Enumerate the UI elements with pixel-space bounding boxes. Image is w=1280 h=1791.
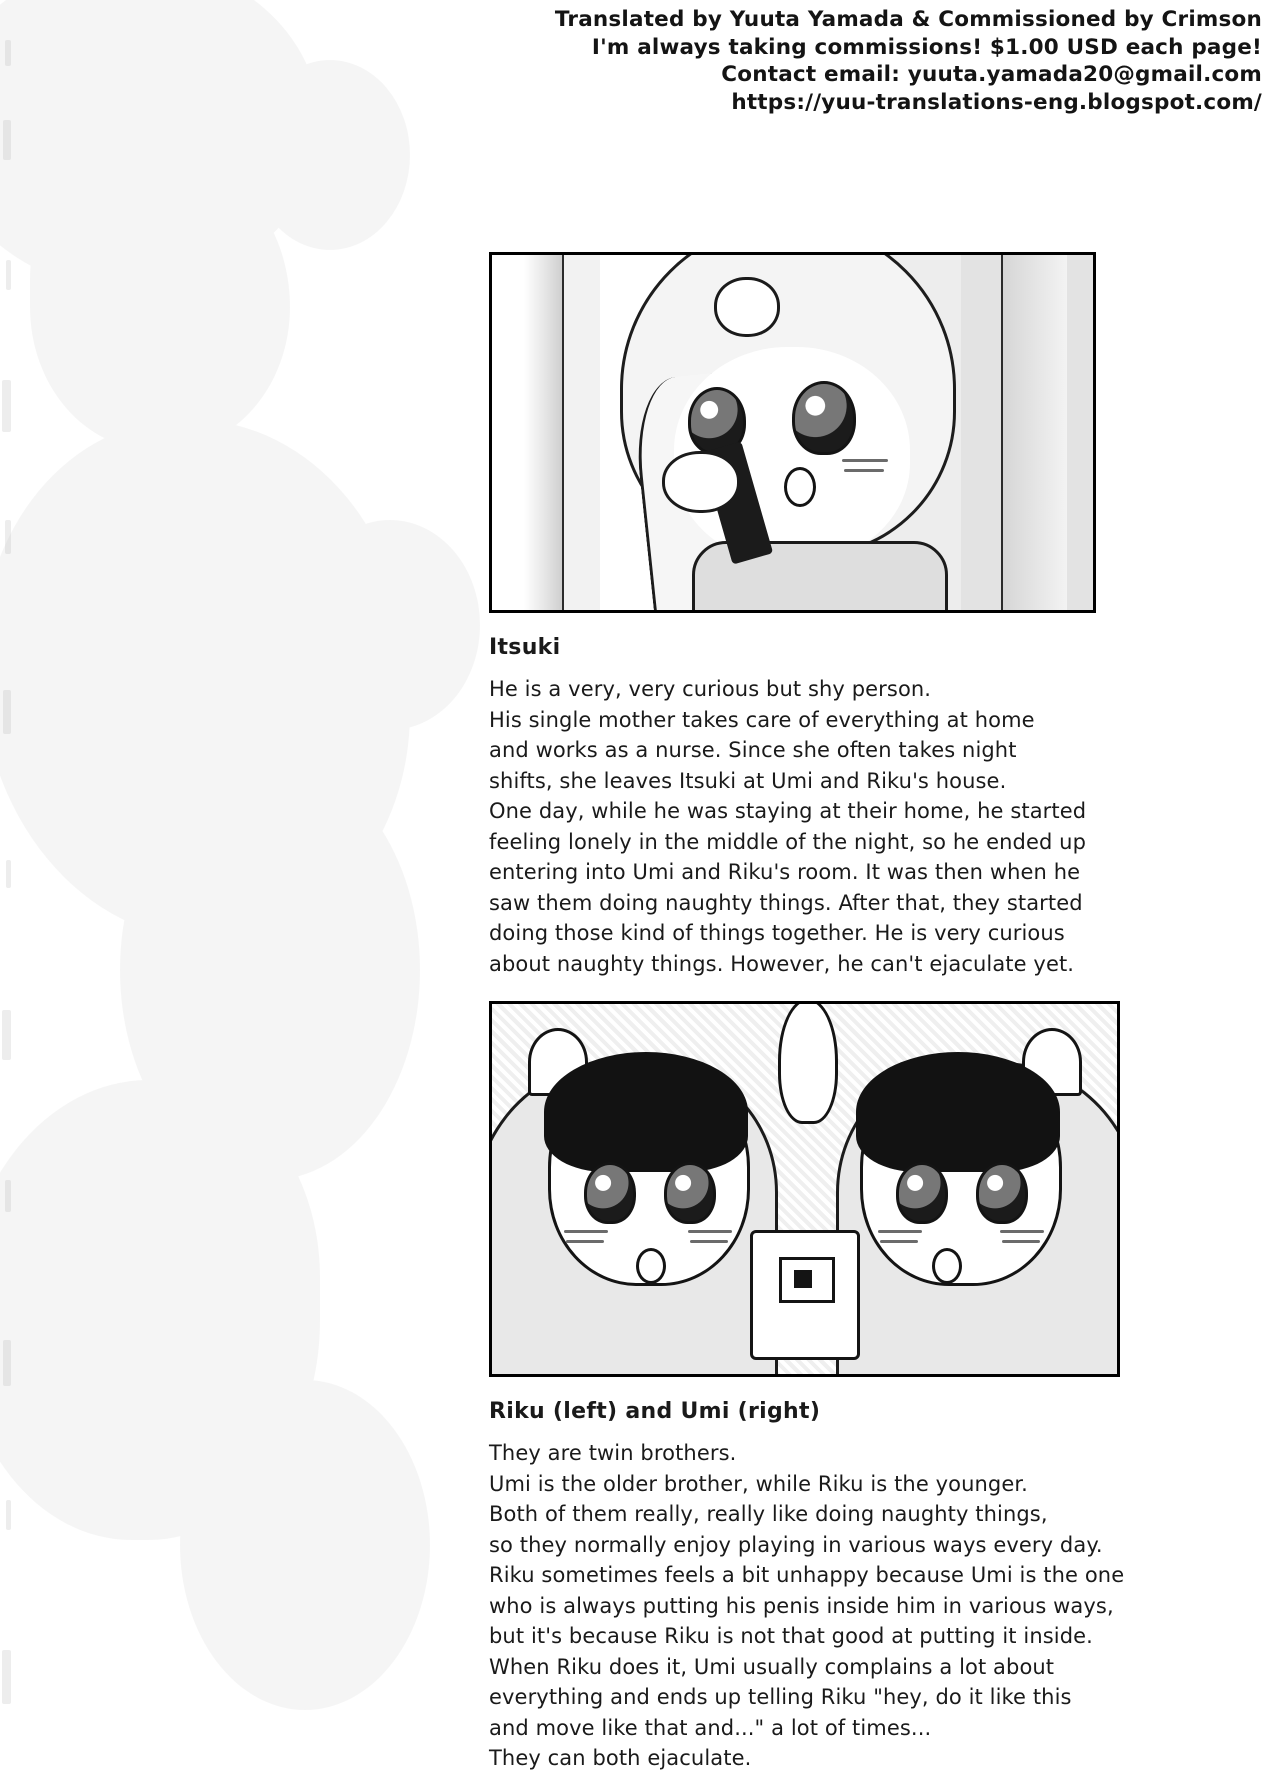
desc-line: Riku sometimes feels a bit unhappy because Umi is the one	[489, 1563, 1125, 1587]
desc-line: and works as a nurse. Since she often takes night	[489, 738, 1017, 762]
desc-line: entering into Umi and Riku's room. It was then when he	[489, 860, 1081, 884]
desc-line: about naughty things. However, he can't ejaculate yet.	[489, 951, 1075, 976]
desc-line: They can both ejaculate.	[489, 1746, 752, 1770]
itsuki-hand-lower	[662, 451, 740, 513]
umi-hair	[856, 1052, 1060, 1172]
itsuki-mouth	[784, 467, 816, 507]
page-spine-texture	[0, 0, 22, 1791]
phone-device	[750, 1230, 860, 1360]
curtain-right	[1001, 255, 1067, 610]
character-name-itsuki: Itsuki	[489, 635, 561, 660]
desc-line: saw them doing naughty things. After that, they started	[489, 890, 1083, 915]
umi-eye-left	[896, 1162, 948, 1224]
desc-line: who is always putting his penis inside him in various ways,	[489, 1593, 1114, 1618]
desc-line: They are twin brothers.	[489, 1441, 737, 1465]
riku-blush-3	[688, 1230, 732, 1233]
character-name-twins: Riku (left) and Umi (right)	[489, 1399, 821, 1424]
credit-line-1: Translated by Yuuta Yamada & Commissioned by Crimson	[554, 7, 1262, 32]
credit-line-3: Contact email: yuuta.yamada20@gmail.com	[721, 62, 1262, 87]
desc-line: shifts, she leaves Itsuki at Umi and Riku's house.	[489, 768, 1007, 793]
umi-blush-3	[1000, 1230, 1044, 1233]
phone-screen-icon	[794, 1270, 812, 1288]
riku-hair	[544, 1052, 748, 1172]
curtain-left	[524, 255, 564, 610]
desc-line: doing those kind of things together. He is very curious	[489, 921, 1065, 945]
itsuki-eye-right	[792, 381, 856, 455]
character-description-itsuki	[489, 674, 1179, 979]
umi-mouth	[932, 1248, 962, 1284]
credit-line-4: https://yuu-translations-eng.blogspot.com/	[731, 89, 1262, 115]
riku-eye-right	[664, 1162, 716, 1224]
riku-blush-4	[690, 1240, 728, 1243]
umi-blush-1	[878, 1230, 922, 1233]
umi-blush-2	[880, 1240, 918, 1243]
riku-mouth	[636, 1248, 666, 1284]
desc-line: feeling lonely in the middle of the night, so he ended up	[489, 829, 1087, 854]
umi-blush-4	[1002, 1240, 1040, 1243]
itsuki-blush-3	[842, 459, 888, 462]
desc-line: but it's because Riku is not that good at putting it inside.	[489, 1624, 1093, 1648]
riku-blush-1	[564, 1230, 608, 1233]
riku-blush-2	[566, 1240, 604, 1243]
itsuki-blush-4	[844, 469, 884, 472]
manga-panel-twins	[489, 1001, 1120, 1377]
character-description-twins	[489, 1438, 1179, 1774]
desc-line: He is a very, very curious but shy person.	[489, 677, 932, 701]
desc-line: so they normally enjoy playing in various ways every day.	[489, 1532, 1103, 1557]
manga-panel-itsuki	[489, 252, 1096, 613]
desc-line: His single mother takes care of everything at home	[489, 707, 1035, 732]
credit-line-2: I'm always taking commissions! $1.00 USD each page!	[591, 34, 1262, 60]
translator-credits	[0, 6, 1280, 116]
desc-line: One day, while he was staying at their home, he started	[489, 799, 1087, 823]
umi-eye-right	[976, 1162, 1028, 1224]
center-tuft	[778, 1001, 838, 1124]
desc-line: everything and ends up telling Riku "hey, do it like this	[489, 1685, 1072, 1709]
riku-eye-left	[584, 1162, 636, 1224]
desc-line: Umi is the older brother, while Riku is the younger.	[489, 1471, 1028, 1496]
desc-line: Both of them really, really like doing naughty things,	[489, 1502, 1048, 1526]
phone-screen	[779, 1257, 835, 1303]
itsuki-hand-upper	[714, 277, 780, 337]
desc-line: and move like that and..." a lot of times...	[489, 1715, 932, 1740]
character-profiles	[489, 252, 1179, 1774]
desc-line: When Riku does it, Umi usually complains a lot about	[489, 1654, 1055, 1679]
